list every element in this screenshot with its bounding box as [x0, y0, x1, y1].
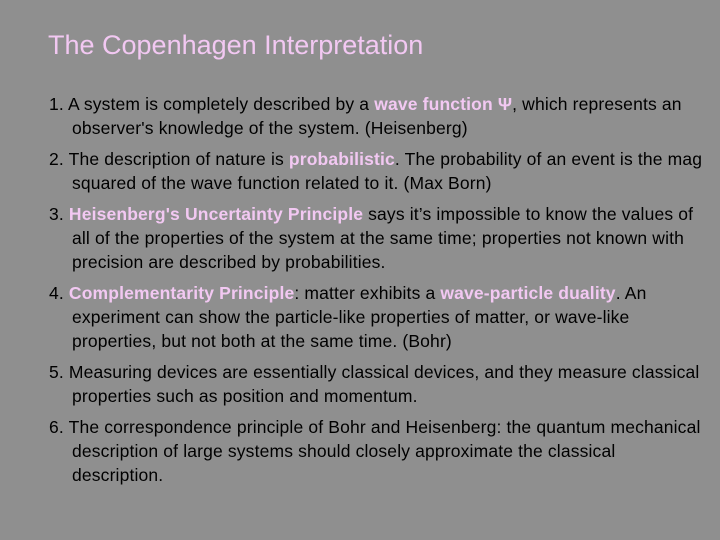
list-item-4: [49, 281, 709, 353]
item-number: 4.: [49, 283, 64, 303]
item-highlight: wave function Ψ: [374, 94, 513, 114]
list-item-2: [49, 147, 709, 195]
item-number: 1.: [49, 94, 64, 114]
item-highlight: Complementarity Principle: [68, 283, 295, 303]
item-text: The description of nature is: [63, 149, 289, 169]
item-text: . An experiment can show the particle-like properties of matter, or wave-like properties, but not both at the same time. (Bohr): [72, 283, 647, 351]
item-text: A system is completely described by a: [63, 94, 375, 114]
list-item-3: [49, 202, 709, 274]
list-item-5: [49, 360, 709, 408]
item-number: 2.: [49, 149, 64, 169]
item-number: 3.: [49, 204, 64, 224]
item-text: . The probability of an event is the mag squared of the wave function related to it. (Max Born): [72, 149, 703, 193]
list-item-6: [49, 415, 709, 487]
item-text: , which represents an observer's knowledge of the system. (Heisenberg): [72, 94, 682, 138]
item-text: : matter exhibits a: [294, 283, 441, 303]
item-highlight: Heisenberg's Uncertainty Principle: [68, 204, 364, 224]
item-highlight: probabilistic: [288, 149, 395, 169]
list-item-1: [49, 92, 709, 140]
principles-list: [49, 92, 709, 494]
item-text: The correspondence principle of Bohr and Heisenberg: the quantum mechanical description of large systems should closely approximate the classical description.: [63, 417, 701, 485]
item-text: says it’s impossible to know the values of all of the properties of the system at the same time; properties not known with precision are described by probabilities.: [72, 204, 694, 272]
slide-title: The Copenhagen Interpretation: [48, 30, 424, 60]
item-text: Measuring devices are essentially classical devices, and they measure classical properties such as position and momentum.: [63, 362, 700, 406]
item-number: 5.: [49, 362, 64, 382]
item-number: 6.: [49, 417, 64, 437]
item-highlight: wave-particle duality: [440, 283, 616, 303]
